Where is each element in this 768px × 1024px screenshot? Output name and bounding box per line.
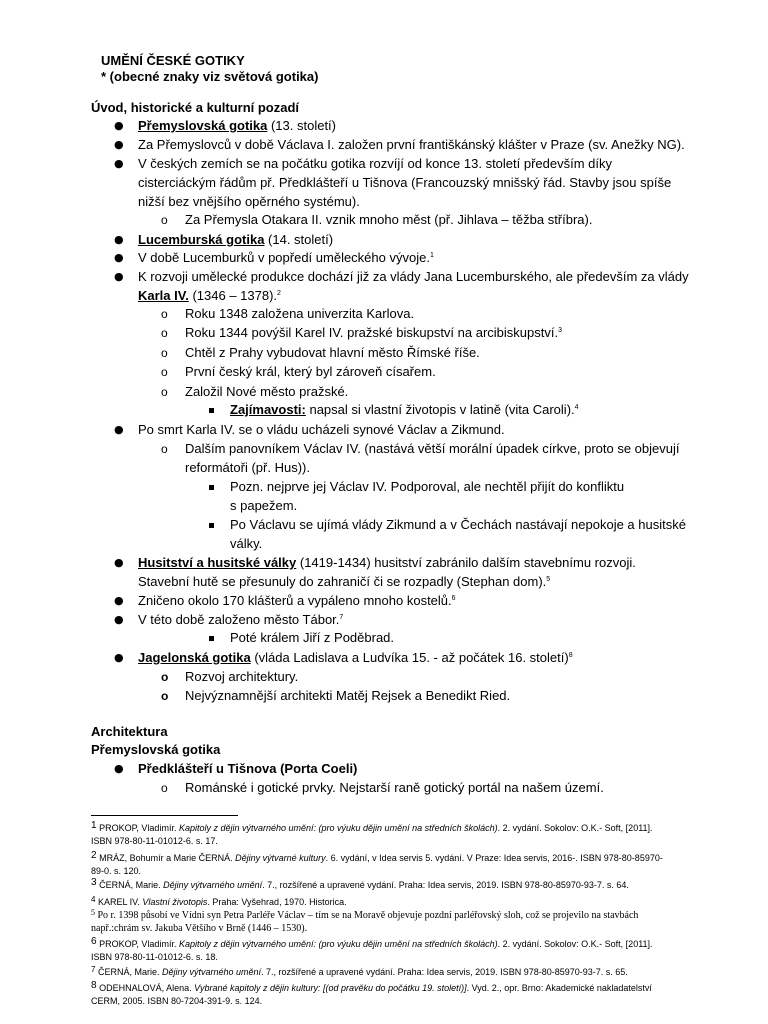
footnote-4: 4 KAREL IV. Vlastní životopis. Praha: Vyšehrad, 1970. Historica. [91,895,347,907]
subsection-heading: Přemyslovská gotika [91,742,221,757]
list-item: Po smrt Karla IV. se o vládu ucházeli synové Václav a Zikmund. [138,422,505,437]
square-bullet-icon [209,408,214,413]
footnote-5-continuation: např.:chrám sv. Jakuba Většího v Brně (1446 – 1530). [91,923,308,934]
square-bullet-icon [209,636,214,641]
bullet-icon: ● [114,270,124,283]
bullet-icon: ● [114,119,124,132]
list-item: Přemyslovská gotika (13. století) [138,118,336,133]
circle-bullet-icon: o [161,326,168,340]
circle-bullet-icon: o [161,307,168,321]
list-item: Zničeno okolo 170 klášterů a vypáleno mnoho kostelů.$^6$ [138,593,456,608]
sub-list-item: Založil Nové město pražské. [185,384,349,399]
footnote-3: 3 ČERNÁ, Marie. Dějiny výtvarného umění. 7., rozšířené a upravené vydání. Praha: Idea servis, 2019. ISBN 978-80-85970-93-7. s. 64. [91,877,629,890]
sub-list-item: Roku 1348 založena univerzita Karlova. [185,306,415,321]
sub-sub-list-item: Po Václavu se ujímá vlády Zikmund a v Čechách nastávají nepokoje a husitské [230,517,686,532]
footnote-ref: 4 [574,404,579,411]
list-item: Jagelonská gotika (vláda Ladislava a Ludvíka 15. - až počátek 16. století)$^8$ [138,650,573,665]
footnote-8: 8 ODEHNALOVÁ, Alena. Vybrané kapitoly z dějin kultury: [(od pravěku do počátku 19. století)]. Vyd. 2., opr. Brno: Akademické nakladatelství [91,980,652,993]
bullet-icon: ● [114,157,124,170]
period-label-premysl: Přemyslovská gotika [138,118,268,133]
bullet-icon: ● [114,556,124,569]
footnote-ref: 5 [546,576,551,583]
footnote-ref: 7 [339,614,344,621]
period-label-jagellon: Jagelonská gotika [138,650,251,665]
list-item-continuation: nižší bez vnějšího opěrného systému). [138,194,360,209]
karel-iv-label: Karla IV. [138,288,189,303]
bullet-icon: ● [114,762,124,775]
footnote-8-continuation: CERM, 2005. ISBN 80-7204-391-9. s. 124. [91,996,263,1006]
list-item: Za Přemyslovců v době Václava I. založen první františkánský klášter v Praze (sv. Anežky NG). [138,137,685,152]
sub-list-item: První český král, který byl zároveň císařem. [185,364,436,379]
sub-list-item: Za Přemysla Otakara II. vznik mnoho měst (př. Jihlava – těžba stříbra). [185,212,593,227]
square-bullet-icon [209,485,214,490]
footnote-ref: 6 [451,595,456,602]
sub-sub-list-item: Poté králem Jiří z Poděbrad. [230,630,395,645]
footnote-7: 7 ČERNÁ, Marie. Dějiny výtvarného umění. 7., rozšířené a upravené vydání. Praha: Idea servis, 2019. ISBN 978-80-85970-93-7. s. 65. [91,965,628,977]
circle-bullet-icon: o [161,346,168,360]
bullet-icon: ● [114,251,124,264]
list-item: Předklášteří u Tišnova (Porta Coeli) [138,761,358,776]
bullet-icon: ● [114,233,124,246]
circle-bullet-icon: o [161,442,168,456]
sub-sub-list-item-continuation: s papežem. [230,498,298,513]
bullet-icon: ● [114,138,124,151]
period-label-lucemburk: Lucemburská gotika [138,232,265,247]
bullet-icon: ● [114,594,124,607]
bullet-icon: ● [114,613,124,626]
list-item: Lucemburská gotika (14. století) [138,232,334,247]
circle-bullet-icon: o [161,670,169,684]
footnote-1: 1 PROKOP, Vladimír. Kapitoly z dějin výtvarného umění: (pro výuku dějin umění na středních školách). 2. vydání. Sokolov: O.K.- Soft, [2011]. [91,820,653,833]
sub-sub-list-item: Zajímavosti: napsal si vlastní životopis v latině (vita Caroli).$^4$ [230,402,579,417]
footnote-ref: 8 [568,652,573,659]
list-item-continuation: Stavební hutě se přesunuly do zahraničí či se rozpadly (Stephan dom).$^5$ [138,574,551,589]
list-item: V této době založeno město Tábor.$^7$ [138,612,344,627]
circle-bullet-icon: o [161,385,168,399]
footnote-6-continuation: ISBN 978-80-11-01012-6. s. 18. [91,952,218,962]
list-item: Husitství a husitské války (1419-1434) husitství zabránilo dalším stavebnímu rozvoji. [138,555,636,570]
sub-list-item-continuation: reformátoři (př. Hus)). [185,460,310,475]
period-label-husit: Husitství a husitské války [138,555,297,570]
footnote-ref: 1 [429,252,434,259]
circle-bullet-icon: o [161,781,168,795]
footnote-1-continuation: ISBN 978-80-11-01012-6. s. 17. [91,836,218,846]
bullet-icon: ● [114,651,124,664]
document-title: UMĚNÍ ČESKÉ GOTIKY [101,53,245,68]
list-item: V době Lucemburků v popředí uměleckého vývoje.$^1$ [138,250,434,265]
sub-sub-list-item-continuation: války. [230,536,263,551]
section-heading-architecture: Architektura [91,724,168,739]
sub-list-item: Rozvoj architektury. [185,669,299,684]
footnote-separator [91,815,238,816]
footnote-2: 2 MRÁZ, Bohumír a Marie ČERNÁ. Dějiny výtvarné kultury. 6. vydání, v Idea servis 5. vydání. V Praze: Idea servis, 2016-. ISBN 978-80-85970- [91,850,663,863]
square-bullet-icon [209,523,214,528]
sub-list-item: Románské i gotické prvky. Nejstarší raně gotický portál na našem území. [185,780,604,795]
sub-list-item: Nejvýznamnější architekti Matěj Rejsek a Benedikt Ried. [185,688,511,703]
document-subtitle: * (obecné znaky viz světová gotika) [101,69,319,84]
sub-list-item: Roku 1344 povýšil Karel IV. pražské biskupství na arcibiskupství.$^3$ [185,325,562,340]
section-heading-intro: Úvod, historické a kulturní pozadí [91,100,300,115]
circle-bullet-icon: o [161,213,168,227]
footnote-ref: 3 [558,327,562,334]
footnote-5: $^5$ Po r. 1398 působí ve Vídni syn Petra Parléře Václav – tím se na Moravě objevuje pozdní parléřovský sloh, což se projevilo na stavbách [91,908,639,921]
list-item: K rozvoji umělecké produkce dochází již za vlády Jana Lucemburského, ale především za vlády [138,269,689,284]
sub-list-item: Dalším panovníkem Václav IV. (nastává větší morální úpadek církve, proto se objevují [185,441,680,456]
sub-sub-list-item: Pozn. nejprve jej Václav IV. Podporoval, ale nechtěl přijít do konfliktu [230,479,625,494]
circle-bullet-icon: o [161,689,169,703]
list-item-continuation: cisterciáckým řádům př. Předklášteří u Tišnova (Francouzský mnišský řád. Stavby jsou spíše [138,175,672,190]
footnote-6: 6 PROKOP, Vladimír. Kapitoly z dějin výtvarného umění: (pro výuku dějin umění na středních školách). 2. vydání. Sokolov: O.K.- Soft, [2011]. [91,936,653,949]
bullet-icon: ● [114,423,124,436]
sub-list-item: Chtěl z Prahy vybudovat hlavní město Římské říše. [185,345,480,360]
footnote-ref: 2 [277,290,281,297]
footnote-2-continuation: 89-0. s. 120. [91,866,142,876]
list-item-continuation: Karla IV. (1346 – 1378).$^2$ [138,288,281,303]
circle-bullet-icon: o [161,365,168,379]
list-item: V českých zemích se na počátku gotika rozvíjí od konce 13. století především díky [138,156,613,171]
interesting-facts-label: Zajímavosti: [230,402,306,417]
